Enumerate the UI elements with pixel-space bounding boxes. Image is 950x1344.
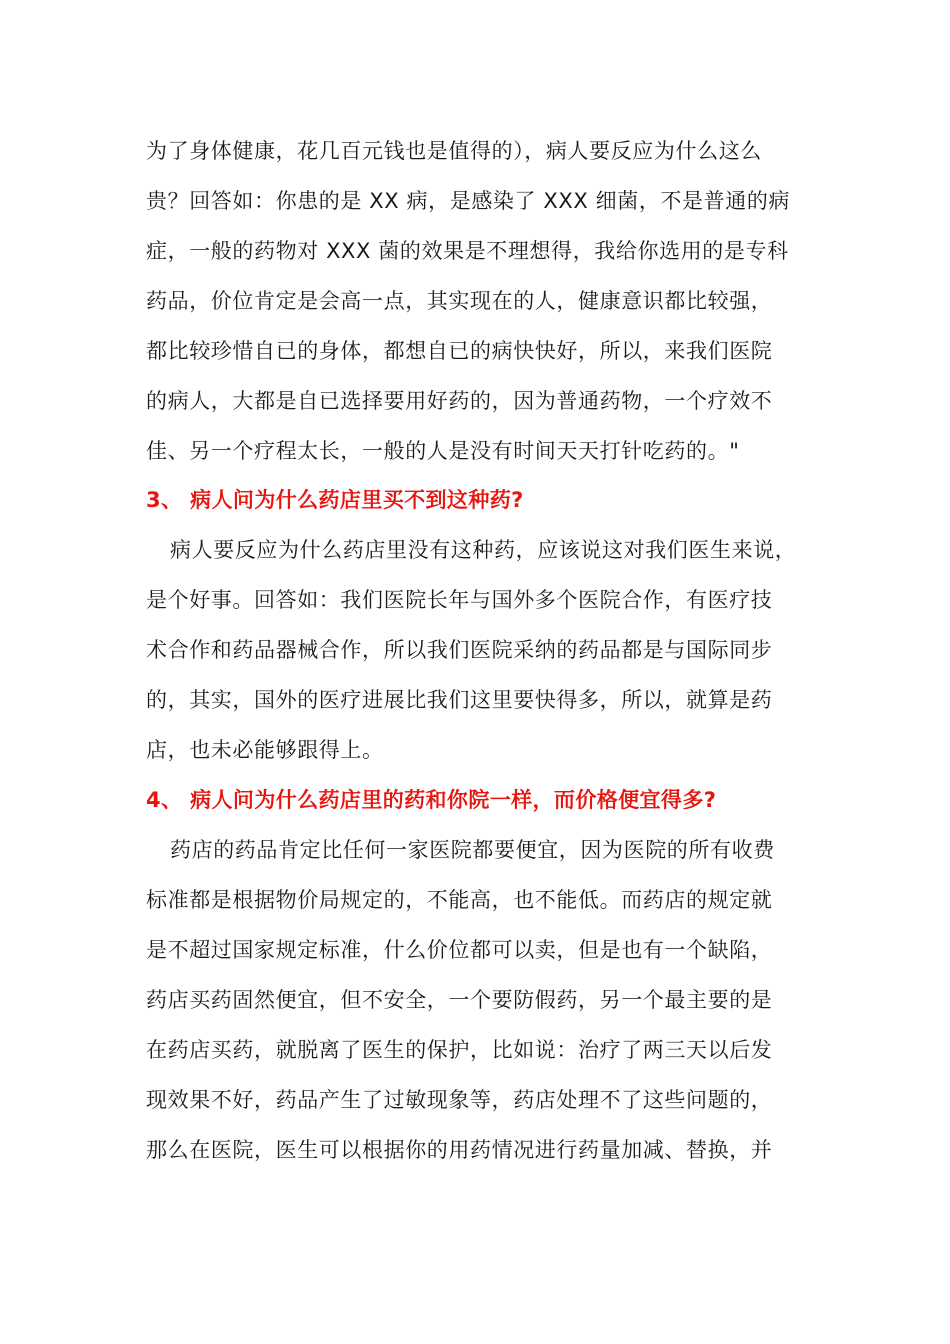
paragraph-line: 的，其实，国外的医疗进展比我们这里要快得多，所以，就算是药 xyxy=(146,688,773,712)
paragraph-line: 术合作和药品器械合作，所以我们医院采纳的药品都是与国际同步 xyxy=(146,638,773,662)
paragraph-line: 都比较珍惜自已的身体，都想自已的病快快好，所以，来我们医院 xyxy=(146,339,773,363)
paragraph-line: 现效果不好，药品产生了过敏现象等，药店处理不了这些问题的， xyxy=(146,1088,773,1112)
paragraph-line: 的病人，大都是自已选择要用好药的，因为普通药物，一个疗效不 xyxy=(146,389,773,413)
paragraph-line: 贵？回答如：你患的是 XX 病，是感染了 XXX 细菌，不是普通的病 xyxy=(146,189,791,213)
paragraph-line: 佳、另一个疗程太长，一般的人是没有时间天天打针吃药的。" xyxy=(146,439,740,463)
paragraph-line: 店，也未必能够跟得上。 xyxy=(146,738,384,762)
paragraph-line: 在药店买药，就脱离了医生的保护，比如说：治疗了两三天以后发 xyxy=(146,1038,773,1062)
paragraph-line: 症，一般的药物对 XXX 菌的效果是不理想得，我给你选用的是专科 xyxy=(146,239,789,263)
section-3-heading: 3、 病人问为什么药店里买不到这种药? xyxy=(146,488,524,512)
paragraph-line: 那么在医院，医生可以根据你的用药情况进行药量加减、替换，并 xyxy=(146,1138,773,1162)
paragraph-line: 药店的药品肯定比任何一家医院都要便宜，因为医院的所有收费 xyxy=(170,838,775,862)
paragraph-line: 药品，价位肯定是会高一点，其实现在的人，健康意识都比较强， xyxy=(146,289,773,313)
section-4-heading: 4、 病人问为什么药店里的药和你院一样，而价格便宜得多? xyxy=(146,788,717,812)
paragraph-line: 为了身体健康，花几百元钱也是值得的），病人要反应为什么这么 xyxy=(146,139,762,163)
paragraph-line: 是不超过国家规定标准，什么价位都可以卖，但是也有一个缺陷， xyxy=(146,938,773,962)
paragraph-line: 病人要反应为什么药店里没有这种药，应该说这对我们医生来说， xyxy=(170,538,797,562)
paragraph-line: 标准都是根据物价局规定的，不能高，也不能低。而药店的规定就 xyxy=(146,888,773,912)
paragraph-line: 药店买药固然便宜，但不安全，一个要防假药，另一个最主要的是 xyxy=(146,988,773,1012)
paragraph-line: 是个好事。回答如：我们医院长年与国外多个医院合作，有医疗技 xyxy=(146,588,773,612)
